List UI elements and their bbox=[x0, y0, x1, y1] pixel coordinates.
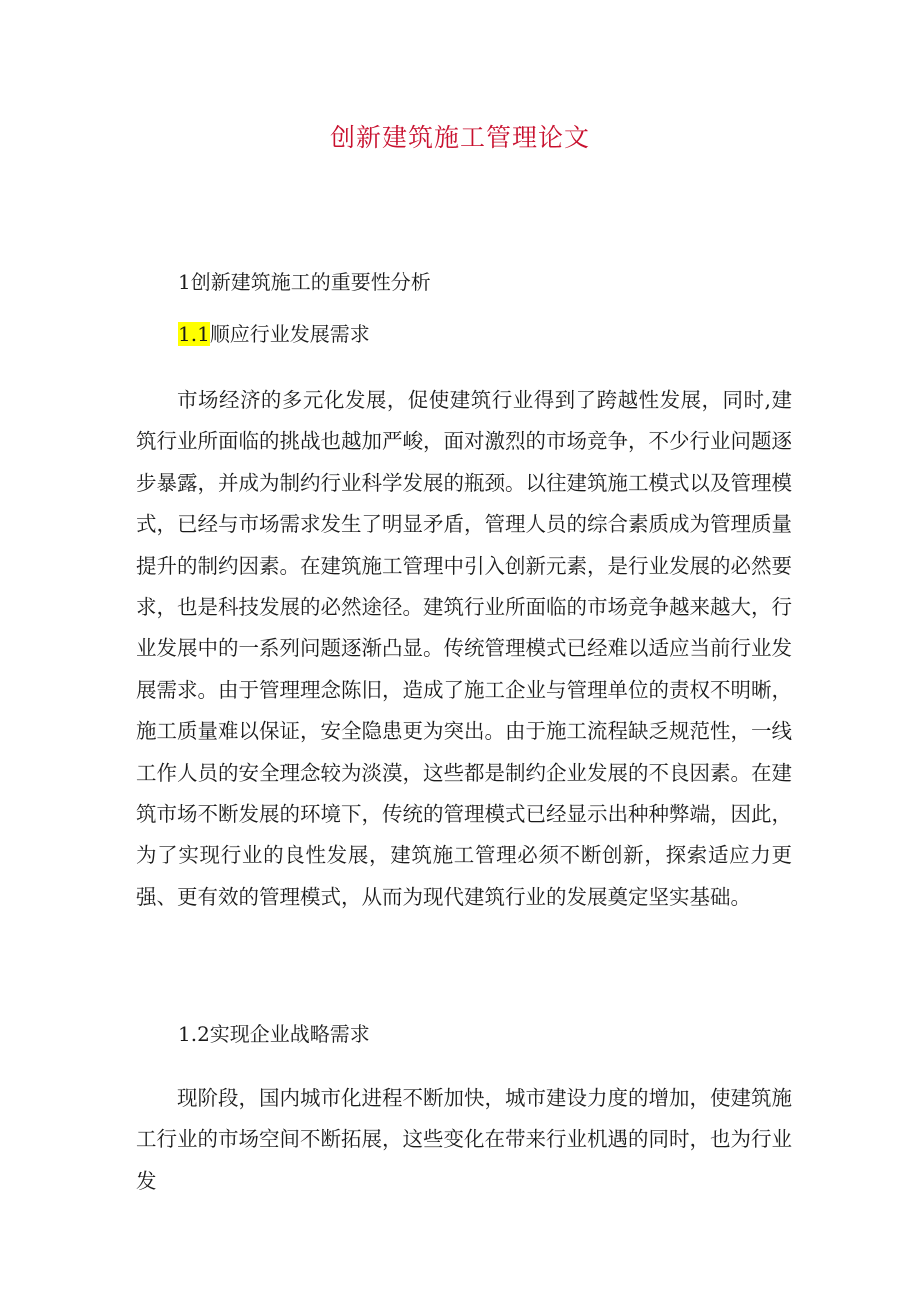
section-1-1-heading bbox=[178, 318, 370, 347]
document-title: 创新建筑施工管理论文 bbox=[329, 123, 590, 152]
section-1-heading: 1创新建筑施工的重要性分析 bbox=[178, 270, 431, 294]
highlighted-section-number: 1.1 bbox=[178, 322, 210, 346]
section-1-1-heading-text: 顺应行业发展需求 bbox=[209, 322, 370, 346]
section-1-2-paragraph: 现阶段，国内城市化进程不断加快，城市建设力度的增加，使建筑施工行业的市场空间不断拓展，这些变化在带来行业机遇的同时，也为行业发 bbox=[136, 1086, 792, 1193]
section-1-1-paragraph: 市场经济的多元化发展，促使建筑行业得到了跨越性发展，同时,建筑行业所面临的挑战也越加严峻，面对激烈的市场竞争，不少行业问题逐步暴露，并成为制约行业科学发展的瓶颈。以往建筑施工模式以及管理模式，已经与市场需求发生了明显矛盾，管理人员的综合素质成为管理质量提升的制约因素。在建筑施工管理中引入创新元素，是行业发展的必然要求，也是科技发展的必然途径。建筑行业所面临的市场竞争越来越大，行业发展中的一系列问题逐渐凸显。传统管理模式已经难以适应当前行业发展需求。由于管理理念陈旧，造成了施工企业与管理单位的责权不明晰，施工质量难以保证，安全隐患更为突出。由于施工流程缺乏规范性，一线工作人员的安全理念较为淡漠，这些都是制约企业发展的不良因素。在建筑市场不断发展的环境下，传统的管理模式已经显示出种种弊端，因此，为了实现行业的良性发展，建筑施工管理必须不断创新，探索适应力更强、更有效的管理模式，从而为现代建筑行业的发展奠定坚实基础。 bbox=[136, 388, 792, 909]
section-1-2-heading: 1.2实现企业战略需求 bbox=[178, 1022, 370, 1046]
